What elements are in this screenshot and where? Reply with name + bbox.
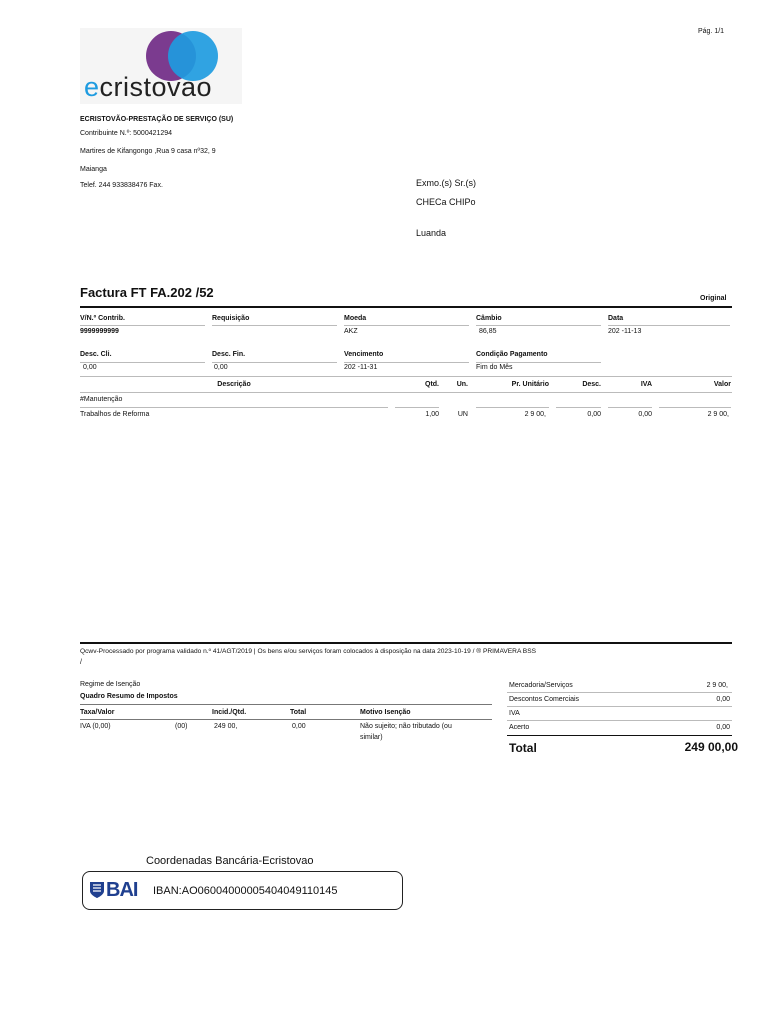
tax-regime: Regime de Isenção: [80, 681, 141, 688]
col-header-value: Valor: [713, 381, 731, 388]
field-value-due-date: 202 -11-31: [344, 364, 378, 371]
title-divider: [80, 306, 732, 308]
company-name: ECRISTOVÃO-PRESTAÇÃO DE SERVIÇO (SU): [80, 116, 234, 123]
field-value-nif: 9999999999: [80, 328, 119, 335]
row-value: 2 9 00,: [707, 411, 729, 418]
logo-text: ecristovao: [84, 72, 213, 102]
row-qty: 1,00: [425, 411, 439, 418]
field-value-financial-discount: 0,00: [214, 364, 228, 371]
field-label-financial-discount: Desc. Fin.: [212, 351, 246, 358]
col-header-unit-price: Pr. Unitário: [511, 381, 549, 388]
col-header-vat: IVA: [640, 381, 652, 388]
footer-divider: [80, 642, 732, 644]
totals-merchandise-label: Mercadoria/Serviços: [509, 682, 573, 689]
col-header-description: Descrição: [217, 381, 251, 388]
customer-city: Luanda: [416, 228, 447, 238]
bai-shield-icon: [89, 881, 105, 899]
group-label: #Manutenção: [80, 396, 123, 403]
totals-discounts-label: Descontos Comerciais: [509, 696, 580, 703]
field-label-due-date: Vencimento: [344, 351, 384, 358]
software-note: Qcwv-Processado por programa validado n.º 41/AGT/2019 | Os bens e/ou serviços foram colocados à disposição na data 2023-10-19 / ® PRIMAVERA BSS: [80, 648, 536, 655]
document-copy-label: Original: [700, 295, 727, 302]
row-unit-price: 2 9 00,: [524, 411, 546, 418]
company-address-line1: Martires de Kifangongo ,Rua 9 casa nº32, 9: [80, 148, 216, 155]
tax-row-total: 0,00: [292, 723, 306, 730]
company-nif: Contribuinte N.º: 5000421294: [80, 130, 173, 137]
customer-salutation: Exmo.(s) Sr.(s): [416, 178, 476, 188]
software-note-line2: /: [80, 659, 82, 666]
company-logo: [80, 28, 242, 104]
field-value-payment-terms: Fim do Mês: [476, 364, 513, 371]
row-vat: 0,00: [638, 411, 652, 418]
bai-logo-text: BAI: [106, 879, 138, 901]
row-description: Trabalhos de Reforma: [80, 411, 150, 418]
field-label-payment-terms: Condição Pagamento: [476, 351, 548, 358]
page-number: Pág. 1/1: [698, 28, 725, 35]
field-label-currency: Moeda: [344, 315, 367, 322]
field-label-date: Data: [608, 315, 624, 322]
company-address-line2: Maianga: [80, 166, 107, 173]
tax-col-reason: Motivo Isenção: [360, 709, 411, 716]
col-header-unit: Un.: [456, 381, 468, 388]
row-unit: UN: [457, 411, 468, 418]
tax-col-rate: Taxa/Valor: [80, 709, 115, 716]
tax-summary-title: Quadro Resumo de Impostos: [80, 693, 178, 700]
field-value-exchange: 86,85: [479, 328, 497, 335]
tax-row-rate: IVA (0,00): [80, 723, 111, 730]
bank-title: Coordenadas Bancária-Ecristovao: [146, 855, 314, 867]
tax-row-code: (00): [175, 723, 188, 730]
tax-row-base: 249 00,: [214, 723, 238, 730]
row-discount: 0,00: [587, 411, 601, 418]
field-value-date: 202 -11-13: [608, 328, 642, 335]
totals-adjustment-label: Acerto: [509, 724, 530, 731]
totals-merchandise-value: 2 9 00,: [706, 682, 728, 689]
tax-col-total: Total: [290, 709, 307, 716]
totals-total-value: 249 00,00: [684, 740, 738, 754]
tax-col-base: Incid./Qtd.: [212, 709, 247, 716]
customer-name: CHECa CHIPo: [416, 197, 476, 207]
totals-adjustment-value: 0,00: [716, 724, 730, 731]
tax-row-reason-line1: Não sujeito; não tributado (ou: [360, 723, 452, 730]
bank-iban: IBAN:AO06004000005404049110145: [153, 885, 338, 897]
totals-total-label: Total: [509, 741, 537, 755]
col-header-discount: Desc.: [582, 381, 601, 388]
field-label-client-discount: Desc. Cli.: [80, 351, 112, 358]
field-value-client-discount: 0,00: [83, 364, 97, 371]
field-value-currency: AKZ: [344, 328, 358, 335]
field-label-requisition: Requisição: [212, 315, 250, 322]
totals-discounts-value: 0,00: [716, 696, 730, 703]
col-header-qty: Qtd.: [425, 381, 439, 388]
totals-vat-label: IVA: [509, 710, 520, 717]
bank-box: [82, 871, 403, 910]
document-title: Factura FT FA.202 /52: [80, 285, 214, 300]
field-label-nif: V/N.º Contrib.: [80, 315, 125, 322]
company-phone: Telef. 244 933838476 Fax.: [80, 182, 163, 189]
field-label-exchange: Câmbio: [476, 315, 502, 322]
tax-row-reason-line2: similar): [360, 734, 383, 741]
